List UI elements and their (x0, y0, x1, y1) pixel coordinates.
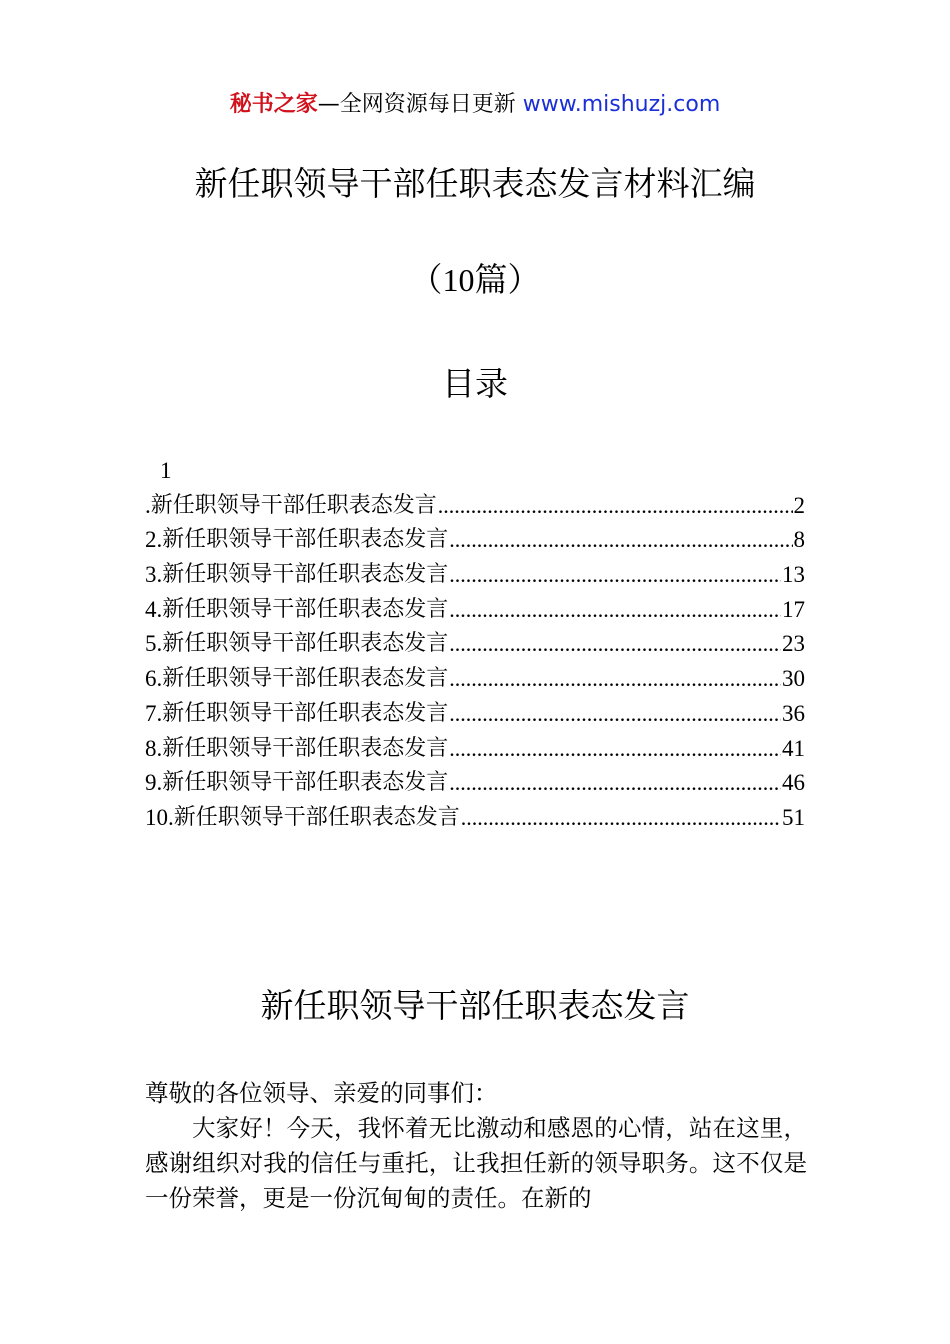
subtitle-unit: 篇 (474, 260, 508, 299)
toc-entry[interactable] (145, 555, 805, 590)
toc-dot-leader (449, 664, 781, 694)
toc-entry-number: 8. (145, 735, 163, 761)
toc-dot-leader (461, 803, 781, 833)
toc-entry-title: 新任职领导干部任职表态发言 (162, 700, 449, 726)
toc-entry-page: 13 (782, 562, 805, 588)
toc-entry-title: 新任职领导干部任职表态发言 (162, 666, 449, 692)
toc-entry-number: 6. (145, 666, 163, 692)
toc-list (145, 486, 805, 833)
header-tagline: —全网资源每日更新 (317, 92, 516, 117)
subtitle-close-paren: ） (507, 260, 541, 299)
toc-entry-number: 2. (145, 527, 163, 553)
toc-entry-number: 5. (145, 631, 163, 657)
toc-entry-page: 36 (782, 700, 805, 726)
toc-dot-leader (449, 595, 781, 625)
toc-entry-page: 46 (782, 770, 805, 796)
toc-entry-number: 9. (145, 770, 163, 796)
section-title: 新任职领导干部任职表态发言 (260, 986, 690, 1025)
toc-dot-leader (449, 629, 781, 659)
toc-entry-number: 4. (145, 596, 163, 622)
site-url-link[interactable]: www.mishuzj.com (522, 92, 721, 117)
toc-entry-title: 新任职领导干部任职表态发言 (162, 735, 449, 761)
toc-entry[interactable] (145, 798, 805, 833)
toc-entry-title: 新任职领导干部任职表态发言 (173, 804, 460, 830)
toc-entry[interactable] (145, 694, 805, 729)
toc-first-number: 1 (160, 458, 172, 483)
toc-heading: 目录 (442, 364, 508, 403)
toc-entry-title: 新任职领导干部任职表态发言 (150, 492, 437, 518)
toc-dot-leader (449, 525, 792, 555)
toc-dot-leader (449, 768, 781, 798)
toc-entry-title: 新任职领导干部任职表态发言 (162, 631, 449, 657)
toc-dot-leader (449, 560, 781, 590)
toc-entry-page: 41 (782, 735, 805, 761)
toc-entry-page: 8 (793, 527, 805, 553)
toc-entry-page: 51 (782, 804, 805, 830)
toc-entry-number: 10. (145, 804, 174, 830)
toc-dot-leader (449, 734, 781, 764)
table-of-contents (145, 456, 805, 833)
toc-entry-page: 2 (793, 492, 805, 518)
toc-entry-title: 新任职领导干部任职表态发言 (162, 770, 449, 796)
section-body (145, 1076, 807, 1216)
toc-entry[interactable] (145, 729, 805, 764)
toc-dot-leader (438, 491, 793, 521)
body-paragraph: 大家好！今天，我怀着无比激动和感恩的心情，站在这里，感谢组织对我的信任与重托，让我担任新的领导职务。这不仅是一份荣誉，更是一份沉甸甸的责任。在新的 (145, 1114, 807, 1212)
salutation: 尊敬的各位领导、亲爱的同事们： (145, 1079, 498, 1107)
brand-name: 秘书之家 (229, 92, 318, 117)
subtitle-open-paren: （ (409, 260, 443, 299)
site-header (0, 88, 950, 122)
toc-entry-title: 新任职领导干部任职表态发言 (162, 562, 449, 588)
toc-entry-number: . (145, 492, 151, 518)
document-title: 新任职领导干部任职表态发言材料汇编 (194, 164, 756, 203)
toc-entry-title: 新任职领导干部任职表态发言 (162, 527, 449, 553)
subtitle-count: 10 (442, 262, 475, 298)
toc-entry-title: 新任职领导干部任职表态发言 (162, 596, 449, 622)
toc-entry-page: 23 (782, 631, 805, 657)
toc-entry-page: 17 (782, 596, 805, 622)
toc-entry[interactable] (145, 659, 805, 694)
toc-entry[interactable] (145, 764, 805, 799)
toc-entry-number: 3. (145, 562, 163, 588)
toc-entry[interactable] (145, 521, 805, 556)
toc-entry-page: 30 (782, 666, 805, 692)
toc-dot-leader (449, 699, 781, 729)
toc-entry[interactable] (145, 486, 805, 521)
toc-entry-number: 7. (145, 700, 163, 726)
toc-entry[interactable] (145, 625, 805, 660)
document-subtitle (0, 258, 950, 302)
toc-entry[interactable] (145, 590, 805, 625)
